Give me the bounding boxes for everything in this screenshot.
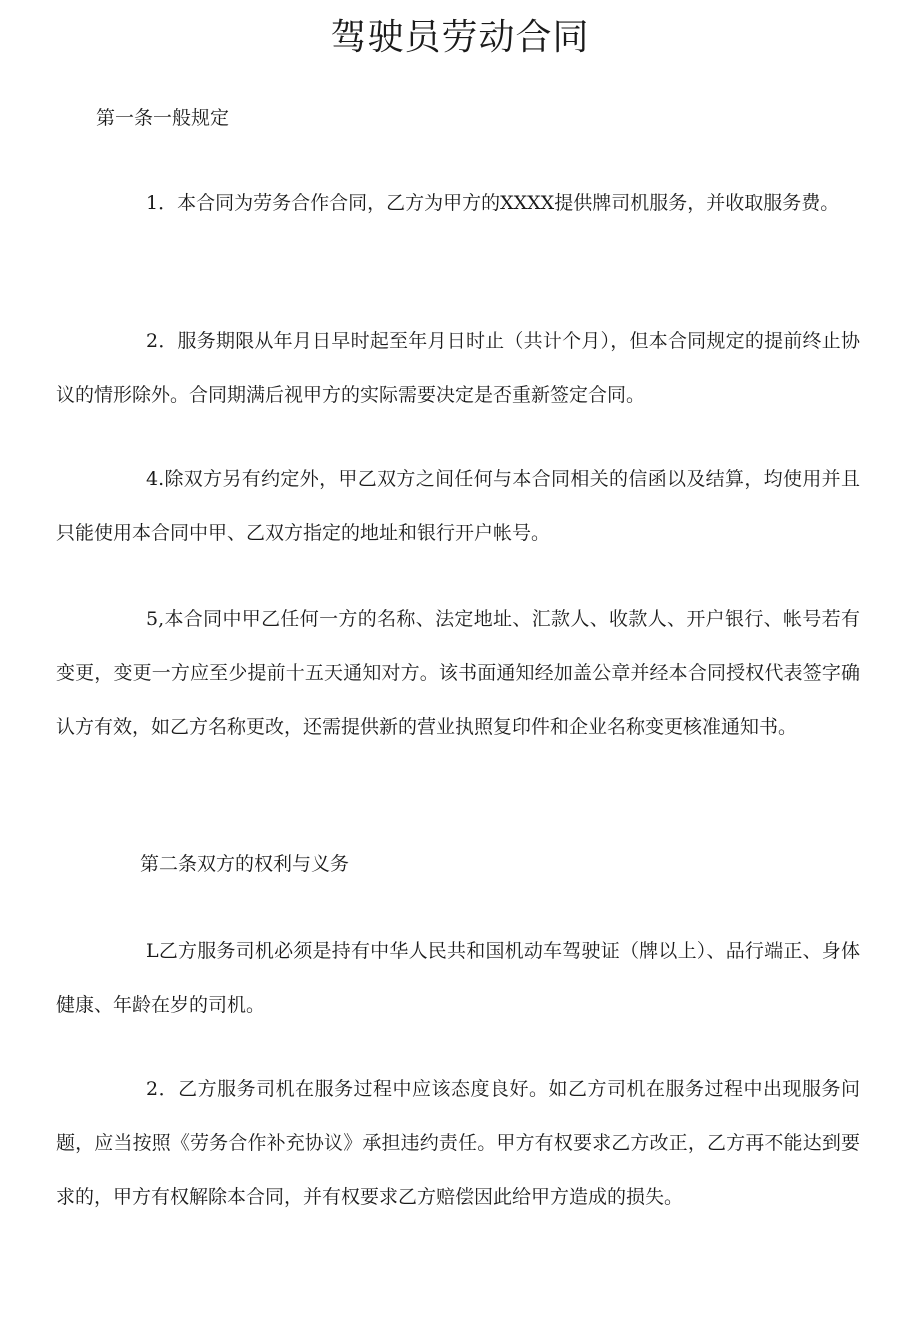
- section-2-paragraph-1: L乙方服务司机必须是持有中华人民共和国机动车驾驶证（牌以上）、品行端正、身体健康、年龄在岁的司机。: [56, 940, 860, 1016]
- section-1-paragraph-4: 5,本合同中甲乙任何一方的名称、法定地址、汇款人、收款人、开户银行、帐号若有变更，变更一方应至少提前十五天通知对方。该书面通知经加盖公章并经本合同授权代表签字确认方有效，如乙方名称更改，还需提供新的营业执照复印件和企业名称变更核准通知书。: [56, 608, 860, 738]
- document-title: 驾驶员劳动合同: [330, 17, 590, 58]
- section-2-paragraph-2: 2．乙方服务司机在服务过程中应该态度良好。如乙方司机在服务过程中出现服务问题，应当按照《劳务合作补充协议》承担违约责任。甲方有权要求乙方改正，乙方再不能达到要求的，甲方有权解除本合同，并有权要求乙方赔偿因此给甲方造成的损失。: [56, 1078, 860, 1208]
- section-1-paragraph-1: 1．本合同为劳务合作合同，乙方为甲方的XXXX提供牌司机服务，并收取服务费。: [146, 192, 840, 214]
- section-2-heading: 第二条双方的权利与义务: [140, 853, 350, 875]
- section-1-heading: 第一条一般规定: [96, 107, 230, 129]
- section-1-paragraph-3: 4.除双方另有约定外，甲乙双方之间任何与本合同相关的信函以及结算，均使用并且只能使用本合同中甲、乙双方指定的地址和银行开户帐号。: [56, 468, 860, 544]
- section-1-paragraph-2: 2．服务期限从年月日早时起至年月日时止（共计个月），但本合同规定的提前终止协议的情形除外。合同期满后视甲方的实际需要决定是否重新签定合同。: [56, 330, 860, 406]
